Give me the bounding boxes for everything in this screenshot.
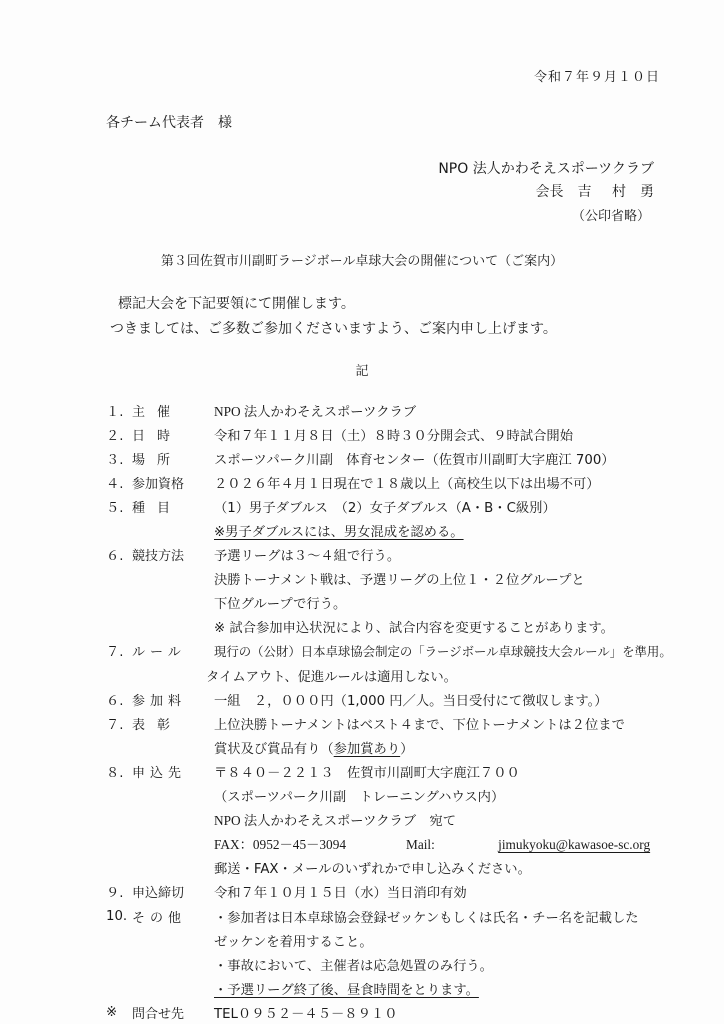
item-text: 上位決勝トーナメントはベスト４まで、下位トーナメントは２位まで bbox=[214, 717, 625, 733]
item-inquiries bbox=[106, 1000, 686, 1024]
item-text: 予選リーグは３～４組で行う。 bbox=[214, 549, 401, 565]
item-other bbox=[106, 904, 686, 928]
item-apply-line bbox=[106, 808, 686, 832]
item-text: 令和７年１０月１５日（水）当日消印有効 bbox=[214, 886, 467, 902]
item-contact-line bbox=[106, 832, 686, 856]
item-label: 場所 bbox=[132, 452, 183, 468]
item-venue bbox=[106, 446, 686, 470]
item-label: 申込先 bbox=[132, 765, 187, 781]
item-text: スポーツパーク川副 体育センター（佐賀市川副町大字鹿江 700） bbox=[214, 452, 615, 468]
sender-representative: 会長 吉 村 勇 bbox=[535, 184, 654, 200]
item-text: ２０２６年４月１日現在で１８歳以上（高校生以下は出場不可） bbox=[214, 476, 600, 492]
item-label: 参加資格 bbox=[132, 476, 185, 492]
item-format-note bbox=[106, 615, 686, 639]
item-text: 郵送・FAX・メールのいずれかで申し込みください。 bbox=[214, 862, 531, 878]
item-rules-line bbox=[106, 663, 686, 687]
item-number: １. bbox=[106, 404, 124, 420]
item-text: ・参加者は日本卓球協会登録ゼッケンもしくは氏名・チー名を記載した bbox=[214, 910, 639, 926]
item-number: ５. bbox=[106, 500, 124, 516]
item-organizer bbox=[106, 398, 686, 422]
item-number: ６. bbox=[106, 549, 124, 565]
item-text: TEL０９５２－４５－８９１０ bbox=[214, 1006, 398, 1022]
item-awards-line bbox=[106, 735, 686, 759]
item-format bbox=[106, 543, 686, 567]
item-apply-line bbox=[106, 784, 686, 808]
item-text: （スポーツパーク川副 トレーニングハウス内） bbox=[214, 790, 505, 806]
item-fee bbox=[106, 687, 686, 711]
item-text: ※男子ダブルスには、男女混成を認める。 bbox=[214, 525, 464, 541]
item-label: 日時 bbox=[132, 428, 183, 444]
seal-note: （公印省略） bbox=[571, 209, 650, 224]
item-number: ２. bbox=[106, 428, 124, 444]
item-text: 下位グループで行う。 bbox=[214, 597, 347, 613]
item-number: ６. bbox=[106, 693, 124, 709]
item-number: ※ bbox=[106, 1004, 118, 1020]
document-date: 令和７年９月１０日 bbox=[533, 70, 660, 85]
item-other-line bbox=[106, 952, 686, 976]
item-label: 主催 bbox=[132, 404, 183, 420]
ki-heading: 記 bbox=[355, 364, 369, 379]
document-title: 第３回佐賀市川副町ラージボール卓球大会の開催について（ご案内） bbox=[160, 254, 564, 269]
item-number: ３. bbox=[106, 452, 124, 468]
item-apply-to bbox=[106, 759, 686, 783]
item-text: ・事故において、主催者は応急処置のみ行う。 bbox=[214, 958, 493, 974]
item-text: ※ 試合参加申込状況により、試合内容を変更することがあります。 bbox=[214, 621, 614, 637]
item-apply-method bbox=[106, 856, 686, 880]
item-events-note bbox=[106, 518, 686, 542]
item-events bbox=[106, 494, 686, 518]
item-label: 申込締切 bbox=[132, 886, 185, 902]
item-deadline bbox=[106, 880, 686, 904]
item-label: 表彰 bbox=[132, 717, 183, 733]
intro-line-2: つきましては、ご多数ご参加くださいますよう、ご案内申し上げます。 bbox=[110, 321, 557, 337]
recipient-line: 各チーム代表者 様 bbox=[106, 115, 232, 131]
item-text: 賞状及び賞品有り（参加賞あり） bbox=[214, 741, 414, 757]
item-other-line bbox=[106, 976, 686, 1000]
item-label: ルール bbox=[132, 645, 186, 661]
intro-line-1: 標記大会を下記要領にて開催します。 bbox=[118, 296, 355, 312]
item-other-line bbox=[106, 928, 686, 952]
item-text: 決勝トーナメント戦は、予選リーグの上位１・２位グループと bbox=[214, 573, 585, 589]
item-awards bbox=[106, 711, 686, 735]
participation-prize-text: 参加賞あり bbox=[333, 741, 401, 757]
sender-organization: NPO 法人かわそえスポーツクラブ bbox=[438, 161, 654, 177]
item-text: ・予選リーグ終了後、昼食時間をとります。 bbox=[214, 982, 479, 998]
item-eligibility bbox=[106, 470, 686, 494]
item-text: 令和７年１１月８日（土）８時３０分開会式、９時試合開始 bbox=[214, 428, 574, 444]
item-label: その他 bbox=[132, 910, 187, 926]
item-format-line bbox=[106, 591, 686, 615]
item-label: 種目 bbox=[132, 500, 183, 516]
item-text: ゼッケンを着用すること。 bbox=[214, 934, 373, 950]
item-text: 一組 ２，０００円（1,000 円／人。当日受付にて徴収します。） bbox=[214, 693, 608, 709]
fax-number: FAX：0952－45－3094 bbox=[214, 837, 346, 853]
item-label: 問合せ先 bbox=[132, 1006, 185, 1022]
item-text: NPO 法人かわそえスポーツクラブ bbox=[214, 403, 417, 419]
item-label: 参加料 bbox=[132, 693, 187, 709]
item-text: （1）男子ダブルス （2）女子ダブルス（A・B・C級別） bbox=[214, 500, 556, 516]
email-link[interactable]: jimukyoku@kawasoe-sc.org bbox=[498, 837, 651, 853]
item-label: 競技方法 bbox=[132, 549, 185, 565]
item-number: ７. bbox=[106, 717, 124, 733]
item-number: ８. bbox=[106, 765, 124, 781]
item-text: 〒８４０－２２１３ 佐賀市川副町大字鹿江７００ bbox=[214, 765, 520, 781]
item-number: ９. bbox=[106, 886, 124, 902]
item-text: 現行の（公財）日本卓球協会制定の「ラージボール卓球競技大会ルール」を準用。 bbox=[214, 643, 672, 659]
item-datetime bbox=[106, 422, 686, 446]
item-number: ７. bbox=[106, 645, 124, 661]
item-rules bbox=[106, 639, 686, 663]
item-text: タイムアウト、促進ルールは適用しない。 bbox=[206, 669, 457, 685]
item-number: ４. bbox=[106, 476, 124, 492]
item-format-line bbox=[106, 567, 686, 591]
item-number: 10. bbox=[106, 908, 128, 924]
item-text: NPO 法人かわそえスポーツクラブ 宛て bbox=[214, 813, 457, 829]
details-list bbox=[106, 398, 686, 1024]
mail-label: Mail: bbox=[406, 837, 439, 853]
